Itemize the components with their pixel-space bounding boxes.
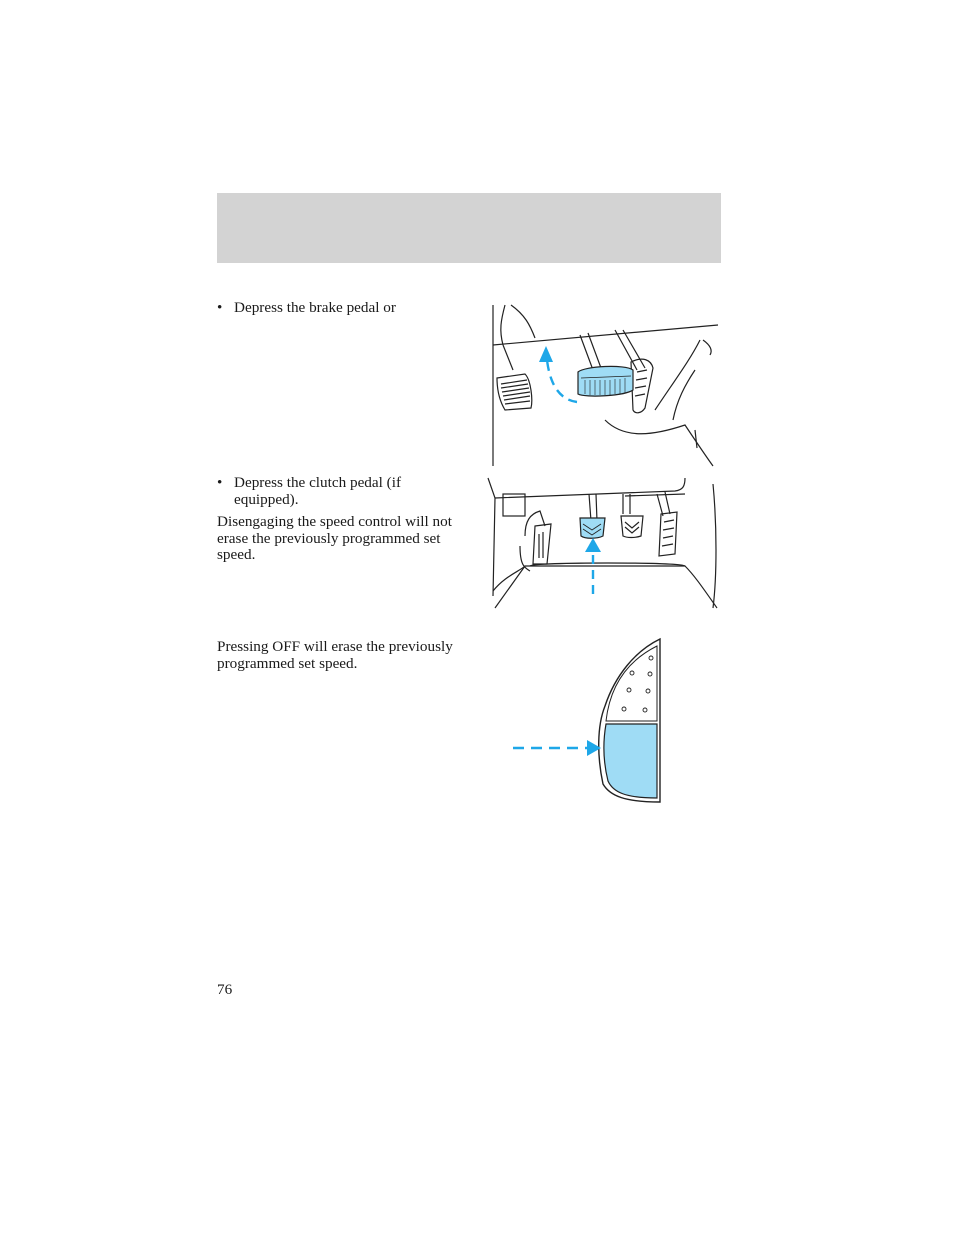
brake-pedal-illustration [485,300,720,468]
bullet-clutch-text: Depress the clutch pedal (if equipped). [234,474,401,508]
clutch-pedal-illustration [485,476,720,618]
bullet-brake-text: Depress the brake pedal or [234,299,396,316]
bullet-brake [217,300,462,317]
paragraph-disengage: Disengaging the speed control will not erase the previously programmed set speed. [217,513,452,563]
bullet-marker: • [217,299,223,316]
paragraph-off-erase: Pressing OFF will erase the previously programmed set speed. [217,638,453,672]
bullet-marker: • [217,474,223,491]
bullet-clutch [217,475,447,508]
speed-control-off-button-illustration [505,636,675,806]
section-header-band [217,193,721,263]
page-number: 76 [217,981,233,998]
off-button-highlight [604,724,657,798]
